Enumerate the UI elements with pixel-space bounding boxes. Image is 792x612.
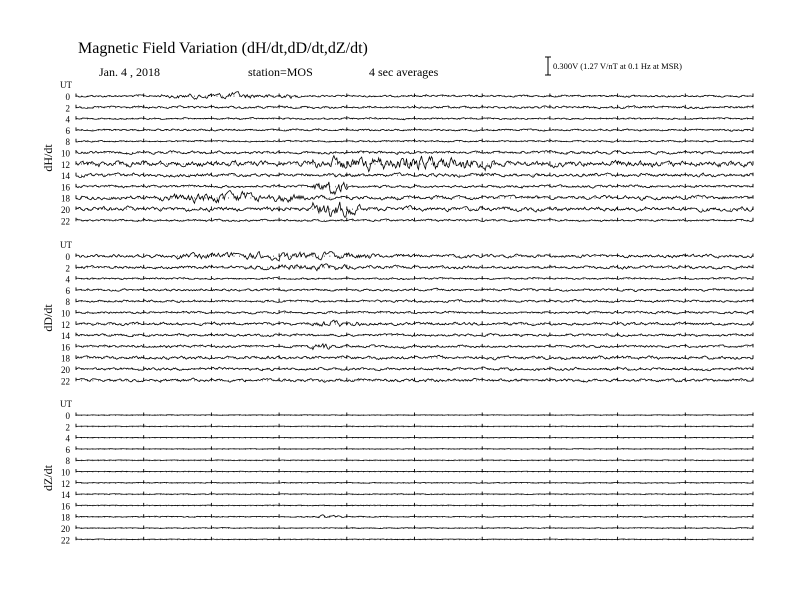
hour-label: 2 — [65, 263, 70, 274]
trace-line — [76, 437, 753, 438]
hour-label: 0 — [65, 92, 70, 102]
panel-label: dD/dt — [41, 304, 55, 332]
scale-label: 0.300V (1.27 V/nT at 0.1 Hz at MSR) — [553, 61, 682, 71]
hour-label: 10 — [61, 308, 70, 319]
averaging-label: 4 sec averages — [369, 65, 439, 79]
hour-label: 4 — [65, 114, 70, 125]
station-label: station=MOS — [248, 65, 313, 79]
panel-label: dZ/dt — [41, 465, 55, 491]
panel-dH-dt — [41, 80, 753, 226]
hour-label: 12 — [61, 159, 70, 170]
hour-label: 8 — [65, 297, 70, 308]
hour-label: 4 — [65, 433, 70, 444]
trace-line — [76, 539, 753, 540]
hour-label: 14 — [61, 331, 70, 342]
scale-bar-icon — [545, 57, 551, 75]
hour-label: 10 — [61, 467, 70, 478]
trace-line — [76, 182, 753, 194]
hour-label: 18 — [61, 512, 70, 523]
hour-label: 8 — [65, 456, 70, 467]
date-label: Jan. 4 , 2018 — [99, 65, 160, 79]
hour-label: 6 — [65, 125, 70, 136]
hour-label: 10 — [61, 148, 70, 159]
trace-line — [76, 426, 753, 427]
ut-label: UT — [60, 240, 72, 250]
hour-label: 22 — [61, 216, 70, 227]
hour-label: 12 — [61, 478, 70, 489]
hour-label: 20 — [61, 205, 70, 215]
hour-label: 0 — [65, 411, 70, 421]
hour-label: 16 — [61, 182, 70, 193]
hour-label: 6 — [65, 444, 70, 455]
panel-label: dH/dt — [41, 144, 55, 172]
hour-label: 2 — [65, 103, 70, 114]
hour-label: 12 — [61, 319, 70, 330]
hour-label: 16 — [61, 501, 70, 512]
hour-label: 16 — [61, 342, 70, 353]
trace-line — [76, 191, 753, 204]
hour-label: 18 — [61, 353, 70, 364]
hour-label: 22 — [61, 535, 70, 546]
hour-label: 18 — [61, 193, 70, 204]
panel-dZ-dt — [41, 399, 753, 545]
hour-label: 4 — [65, 274, 70, 285]
chart-title: Magnetic Field Variation (dH/dt,dD/dt,dZ/dt) — [78, 40, 368, 57]
panel-dD-dt — [41, 240, 753, 386]
hour-label: 20 — [61, 365, 70, 375]
hour-label: 0 — [65, 252, 70, 262]
trace-line — [76, 460, 753, 461]
panels-group — [41, 80, 753, 545]
hour-label: 20 — [61, 524, 70, 534]
hour-label: 2 — [65, 422, 70, 433]
hour-label: 22 — [61, 376, 70, 387]
trace-line — [76, 320, 753, 326]
hour-label: 8 — [65, 137, 70, 148]
ut-label: UT — [60, 399, 72, 409]
ut-label: UT — [60, 80, 72, 90]
hour-label: 14 — [61, 490, 70, 501]
trace-line — [76, 415, 753, 416]
hour-label: 14 — [61, 171, 70, 182]
hour-label: 6 — [65, 285, 70, 296]
